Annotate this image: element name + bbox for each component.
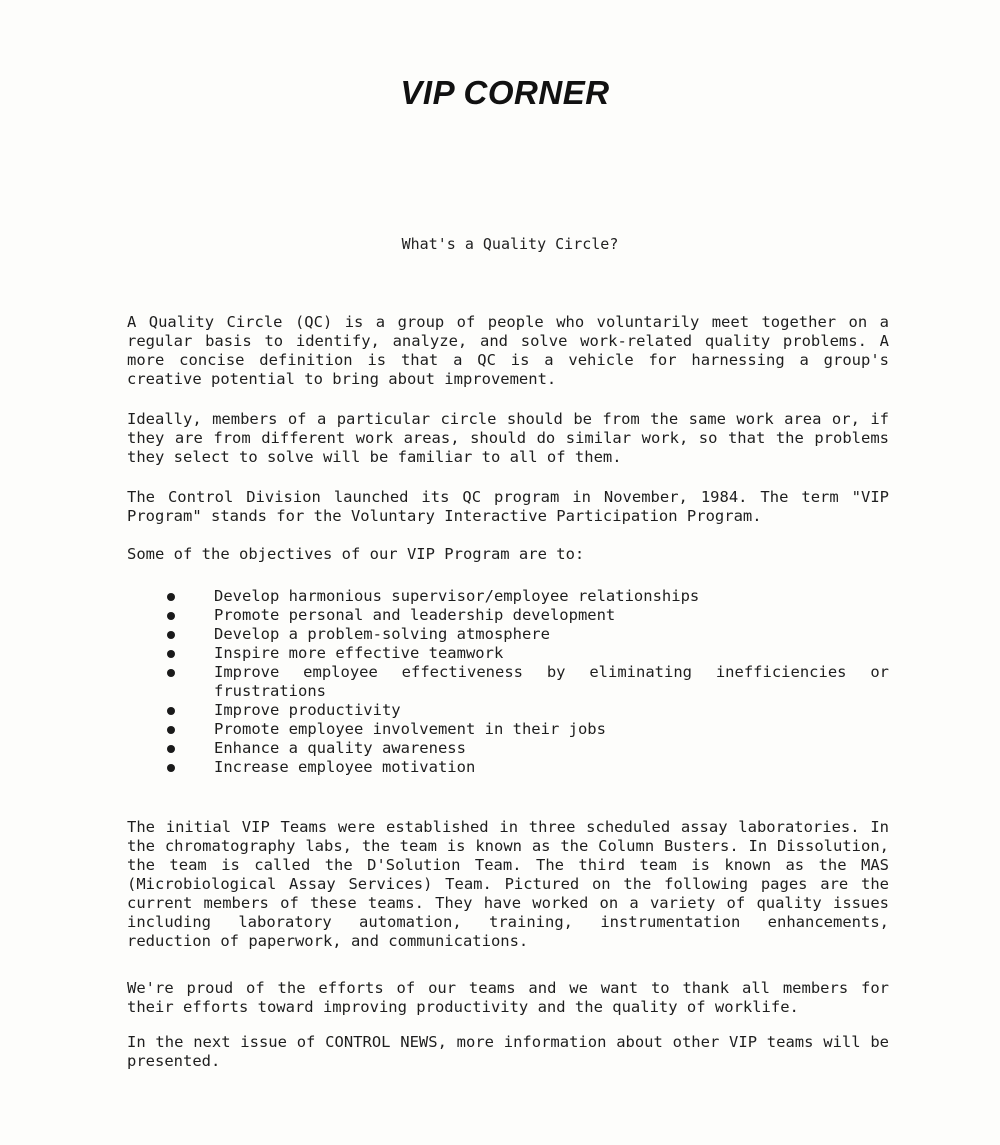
list-item (165, 644, 889, 663)
list-item (165, 739, 889, 758)
list-item (165, 587, 889, 606)
objectives-list (165, 587, 889, 777)
list-item-text: Develop harmonious supervisor/employee relationships (214, 587, 700, 605)
list-item-text: Develop a problem-solving atmosphere (214, 625, 550, 643)
paragraph-launch-text: The Control Division launched its QC program in November, 1984. The term "VIP Program" stands for the Voluntary Interactive Participation Program. (127, 488, 889, 525)
paragraph-next-text: In the next issue of CONTROL NEWS, more information about other VIP teams will be presented. (127, 1033, 889, 1070)
paragraph-teams-text: The initial VIP Teams were established in three scheduled assay laboratories. In the chromatography labs, the team is known as the Column Busters. In Dissolution, the team is called the D'Solution Team. The third team is known as the MAS (Microbiological Assay Services) Team. Pictured on the following pages are the current members of these teams. They have worked on a variety of quality issues including laboratory automation, training, instrumentation enhancements, reduction of paperwork, and communications. (127, 818, 889, 950)
paragraph-members-text: Ideally, members of a particular circle should be from the same work area or, if they are from different work areas, should do similar work, so that the problems they select to solve will be familiar to all of them. (127, 410, 889, 466)
list-item-text: Enhance a quality awareness (214, 739, 466, 757)
article-title: What's a Quality Circle? (401, 235, 619, 253)
masthead-title: VIP CORNER (400, 74, 610, 111)
list-item (165, 720, 889, 739)
bullet-icon (167, 593, 175, 601)
paragraph-teams (127, 818, 889, 951)
list-item-text: Increase employee motivation (214, 758, 476, 776)
bullet-icon (167, 745, 175, 753)
bullet-icon (167, 669, 175, 677)
list-item-text: Improve productivity (214, 701, 401, 719)
bullet-icon (167, 707, 175, 715)
paragraph-intro (127, 313, 889, 389)
list-item-text: Promote employee involvement in their jobs (214, 720, 606, 738)
bullet-icon (167, 650, 175, 658)
list-item-text: Inspire more effective teamwork (214, 644, 504, 662)
paragraph-intro-text: A Quality Circle (QC) is a group of people who voluntarily meet together on a regular basis to identify, analyze, and solve work-related quality problems. A more concise definition is that a QC is a vehicle for harnessing a group's creative potential to bring about improvement. (127, 313, 889, 388)
paragraph-next (127, 1033, 889, 1071)
bullet-icon (167, 631, 175, 639)
list-item (165, 701, 889, 720)
bullet-icon (167, 764, 175, 772)
paragraph-proud (127, 979, 889, 1017)
bullet-icon (167, 726, 175, 734)
bullet-icon (167, 612, 175, 620)
paragraph-launch (127, 488, 889, 526)
paragraph-objectives-lead-text: Some of the objectives of our VIP Program are to: (127, 545, 585, 563)
list-item-text: Promote personal and leadership development (214, 606, 616, 624)
list-item-text: Improve employee effectiveness by eliminating inefficiencies or frustrations (214, 663, 889, 700)
list-item (165, 625, 889, 644)
paragraph-proud-text: We're proud of the efforts of our teams and we want to thank all members for their efforts toward improving productivity and the quality of worklife. (127, 979, 889, 1016)
list-item (165, 758, 889, 777)
list-item (165, 663, 889, 701)
paragraph-objectives-lead (127, 545, 889, 564)
list-item (165, 606, 889, 625)
paragraph-members (127, 410, 889, 467)
